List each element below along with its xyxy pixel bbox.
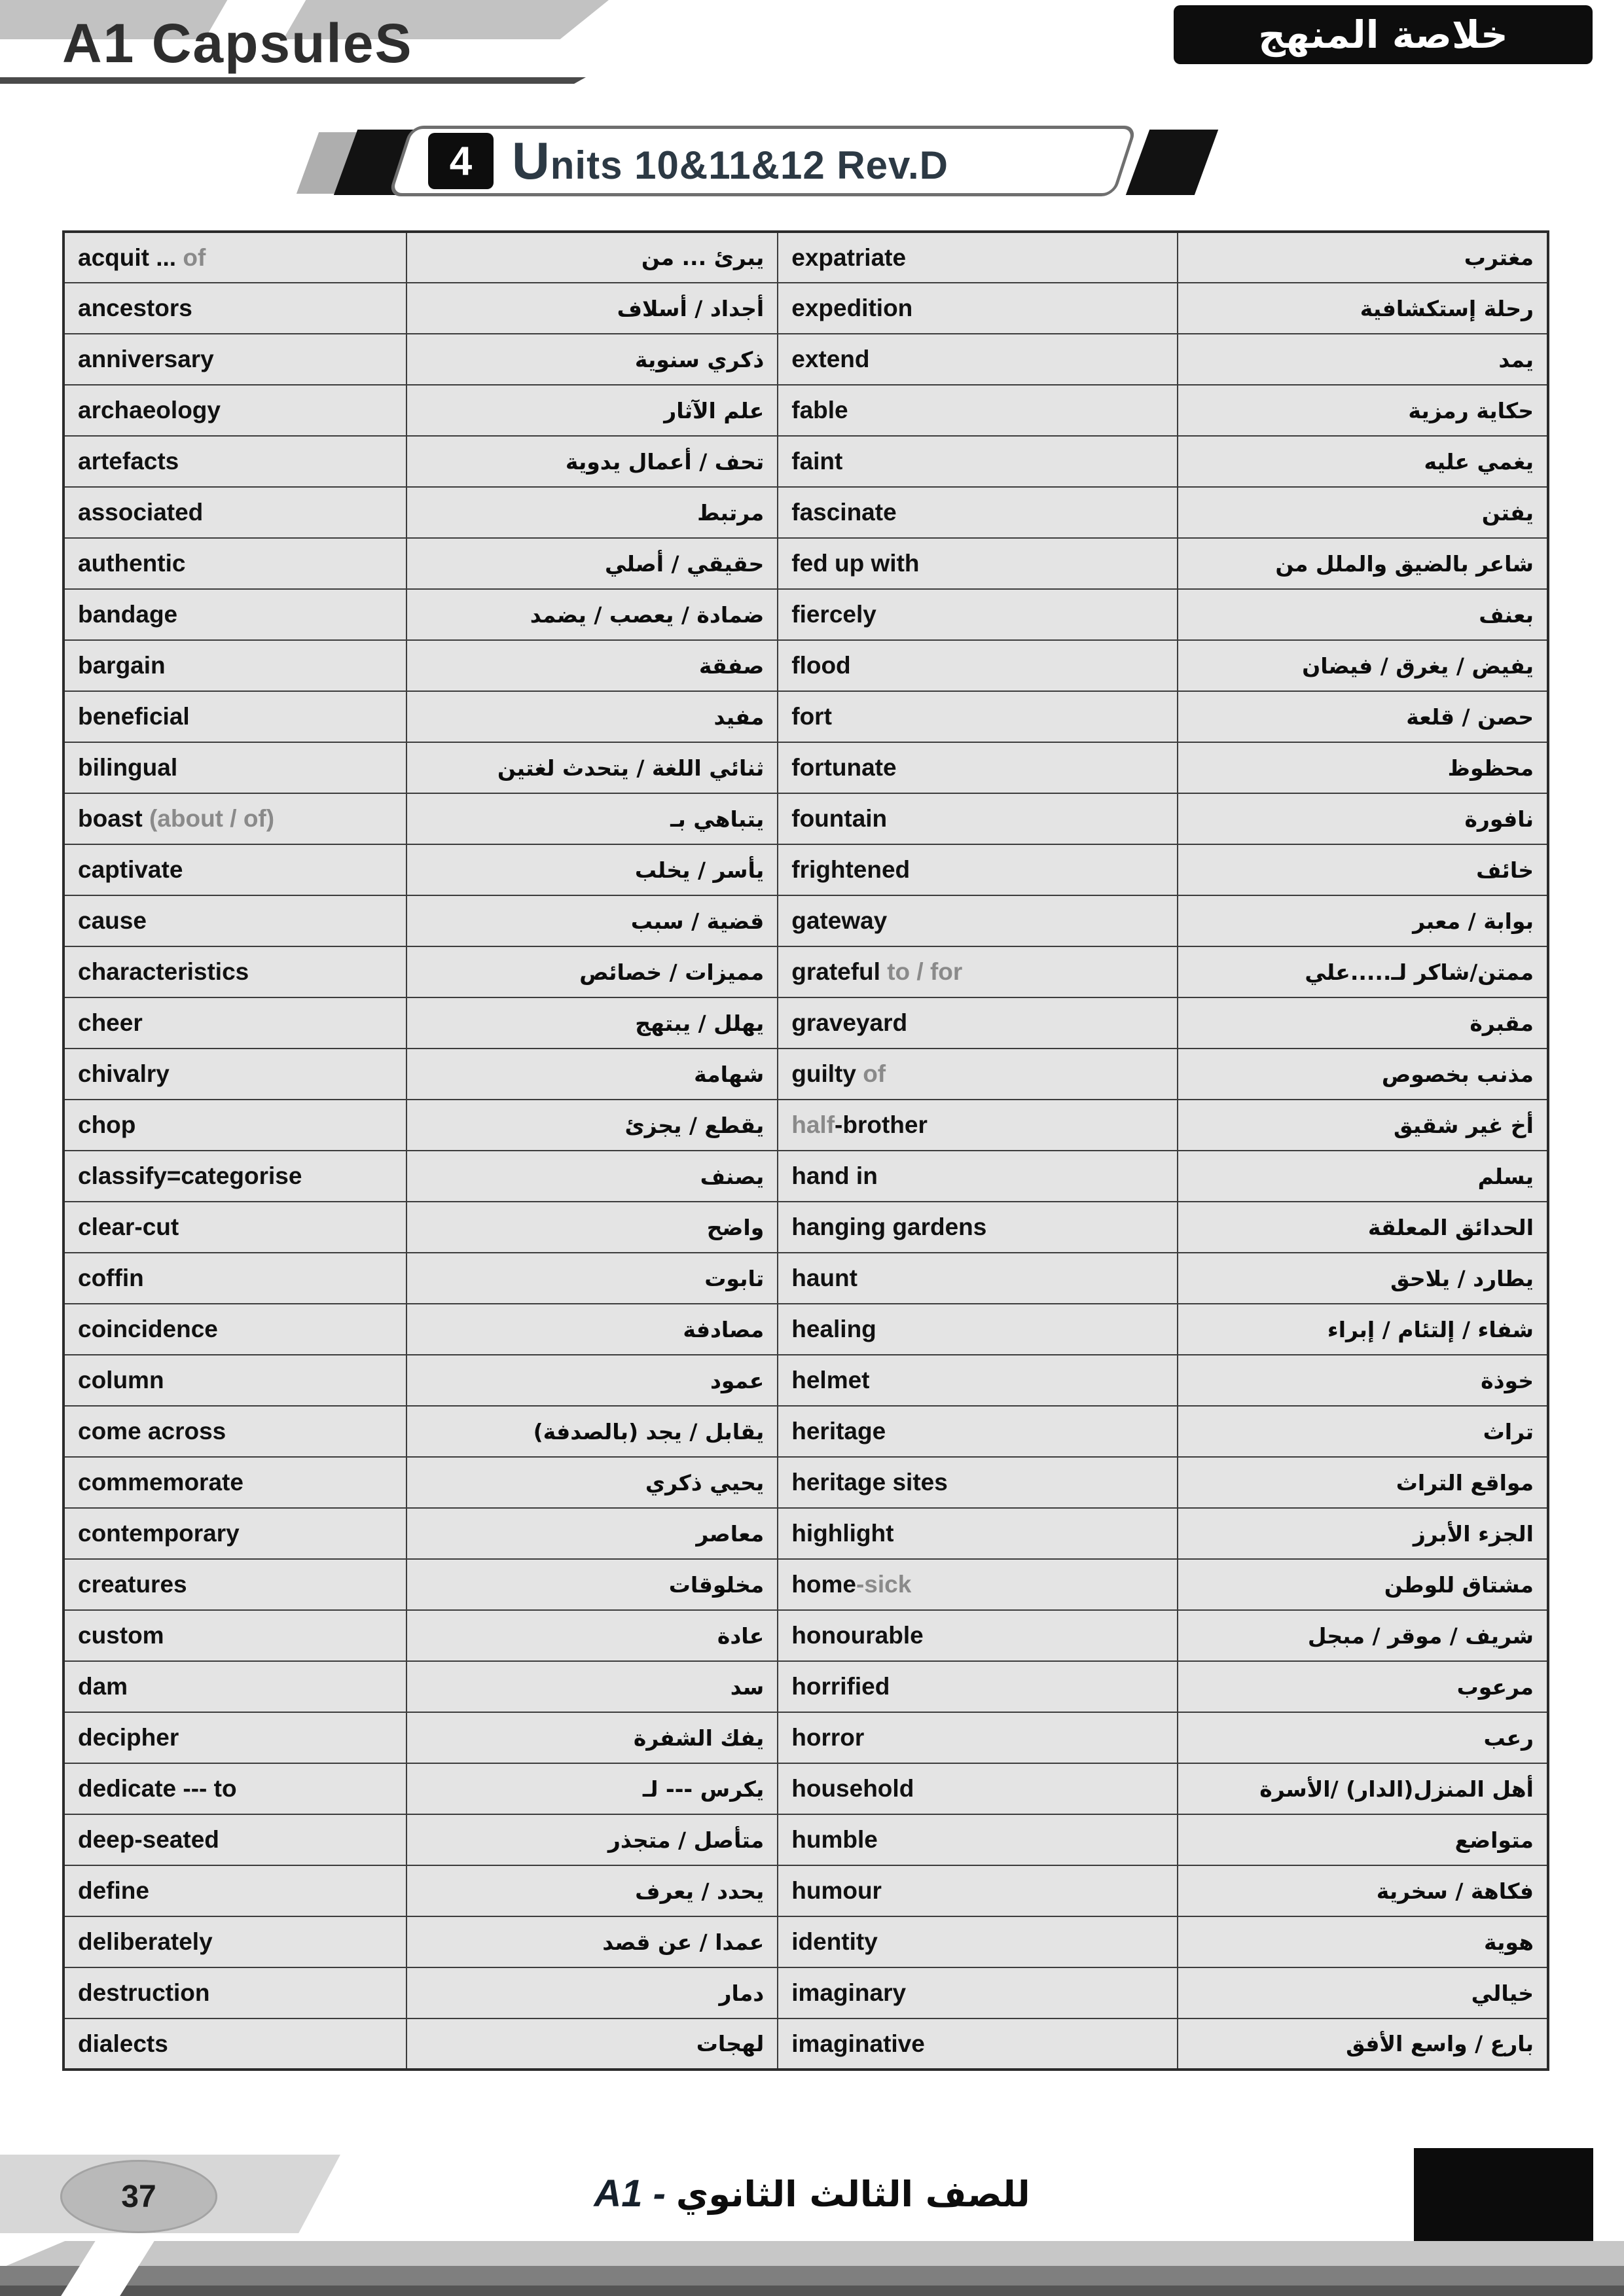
table-row: [63, 436, 1548, 487]
english-term: acquit ... of: [63, 232, 406, 283]
table-row: [63, 997, 1548, 1049]
table-row: [63, 1508, 1548, 1559]
english-term: decipher: [63, 1712, 406, 1763]
footer-light-strip: [0, 2241, 1624, 2269]
table-row: [63, 895, 1548, 946]
english-term: deliberately: [63, 1916, 406, 1967]
curriculum-summary-label: خلاصة المنهج: [1258, 12, 1508, 57]
english-term: beneficial: [63, 691, 406, 742]
arabic-translation: هوية: [1178, 1916, 1548, 1967]
english-term: contemporary: [63, 1508, 406, 1559]
arabic-translation: عمود: [406, 1355, 778, 1406]
arabic-translation: يهلل / يبتهج: [406, 997, 778, 1049]
table-row: [63, 1967, 1548, 2018]
arabic-translation: ذكري سنوية: [406, 334, 778, 385]
english-term: graveyard: [778, 997, 1178, 1049]
english-term: dialects: [63, 2018, 406, 2070]
arabic-translation: يأسر / يخلب: [406, 844, 778, 895]
table-row: [63, 1814, 1548, 1865]
table-row: [63, 1202, 1548, 1253]
table-row: [63, 640, 1548, 691]
english-term: authentic: [63, 538, 406, 589]
arabic-translation: محظوظ: [1178, 742, 1548, 793]
arabic-translation: سد: [406, 1661, 778, 1712]
table-row: [63, 538, 1548, 589]
table-row: [63, 1151, 1548, 1202]
banner-content: [406, 126, 1126, 196]
table-row: [63, 1100, 1548, 1151]
arabic-translation: علم الآثار: [406, 385, 778, 436]
english-term: flood: [778, 640, 1178, 691]
english-term: gateway: [778, 895, 1178, 946]
english-term: classify=categorise: [63, 1151, 406, 1202]
arabic-translation: يسلم: [1178, 1151, 1548, 1202]
arabic-translation: صفقة: [406, 640, 778, 691]
english-term: faint: [778, 436, 1178, 487]
arabic-translation: متأصل / متجذر: [406, 1814, 778, 1865]
table-row: [63, 1610, 1548, 1661]
table-row: [63, 691, 1548, 742]
english-term: creatures: [63, 1559, 406, 1610]
arabic-translation: تحف / أعمال يدوية: [406, 436, 778, 487]
english-term: hanging gardens: [778, 1202, 1178, 1253]
english-term: cause: [63, 895, 406, 946]
english-term: horror: [778, 1712, 1178, 1763]
arabic-translation: يمد: [1178, 334, 1548, 385]
english-term: humble: [778, 1814, 1178, 1865]
vocab-table-wrap: [62, 230, 1549, 2071]
english-term: column: [63, 1355, 406, 1406]
table-row: [63, 1355, 1548, 1406]
table-row: [63, 946, 1548, 997]
english-term: identity: [778, 1916, 1178, 1967]
english-term: expedition: [778, 283, 1178, 334]
english-term: archaeology: [63, 385, 406, 436]
footer-caption: [0, 2172, 1624, 2215]
arabic-translation: مقبرة: [1178, 997, 1548, 1049]
english-term: dedicate --- to: [63, 1763, 406, 1814]
english-term: bilingual: [63, 742, 406, 793]
arabic-translation: عمدا / عن قصد: [406, 1916, 778, 1967]
english-term: hand in: [778, 1151, 1178, 1202]
arabic-translation: الجزء الأبرز: [1178, 1508, 1548, 1559]
page-number: 37: [121, 2179, 156, 2214]
arabic-translation: تراث: [1178, 1406, 1548, 1457]
arabic-translation: مرعوب: [1178, 1661, 1548, 1712]
arabic-translation: أجداد / أسلاف: [406, 283, 778, 334]
table-row: [63, 487, 1548, 538]
table-row: [63, 844, 1548, 895]
table-row: [63, 283, 1548, 334]
english-term: custom: [63, 1610, 406, 1661]
table-row: [63, 793, 1548, 844]
table-row: [63, 1559, 1548, 1610]
table-row: [63, 2018, 1548, 2070]
english-term: fountain: [778, 793, 1178, 844]
english-term: fortunate: [778, 742, 1178, 793]
logo-underline: [0, 77, 586, 84]
arabic-translation: يصنف: [406, 1151, 778, 1202]
table-row: [63, 589, 1548, 640]
arabic-translation: خوذة: [1178, 1355, 1548, 1406]
english-term: heritage sites: [778, 1457, 1178, 1508]
arabic-translation: دمار: [406, 1967, 778, 2018]
table-row: [63, 1916, 1548, 1967]
english-term: fascinate: [778, 487, 1178, 538]
english-term: frightened: [778, 844, 1178, 895]
arabic-translation: يفك الشفرة: [406, 1712, 778, 1763]
arabic-translation: قضية / سبب: [406, 895, 778, 946]
unit-number-badge: 4: [428, 133, 494, 189]
arabic-translation: مصادفة: [406, 1304, 778, 1355]
arabic-translation: شريف / موقر / مبجل: [1178, 1610, 1548, 1661]
arabic-translation: يتباهي بـ: [406, 793, 778, 844]
table-row: [63, 1304, 1548, 1355]
arabic-translation: يقابل / يجد (بالصدفة): [406, 1406, 778, 1457]
arabic-translation: تابوت: [406, 1253, 778, 1304]
arabic-translation: حصن / قلعة: [1178, 691, 1548, 742]
arabic-translation: الحدائق المعلقة: [1178, 1202, 1548, 1253]
table-row: [63, 1661, 1548, 1712]
arabic-translation: يفتن: [1178, 487, 1548, 538]
table-row: [63, 1865, 1548, 1916]
english-term: captivate: [63, 844, 406, 895]
footer-series-label: A1 -: [594, 2172, 666, 2215]
arabic-translation: يطارد / يلاحق: [1178, 1253, 1548, 1304]
table-row: [63, 1049, 1548, 1100]
english-term: boast (about / of): [63, 793, 406, 844]
english-term: coincidence: [63, 1304, 406, 1355]
arabic-translation: أهل المنزل(الدار) /الأسرة: [1178, 1763, 1548, 1814]
page-title: [512, 131, 948, 191]
english-term: dam: [63, 1661, 406, 1712]
arabic-translation: مغترب: [1178, 232, 1548, 283]
arabic-translation: ممتن/شاكر لـ.....علي: [1178, 946, 1548, 997]
english-term: clear-cut: [63, 1202, 406, 1253]
arabic-translation: عادة: [406, 1610, 778, 1661]
footer-darker-strip: [0, 2286, 1624, 2296]
arabic-translation: يحدد / يعرف: [406, 1865, 778, 1916]
table-row: [63, 1763, 1548, 1814]
english-term: guilty of: [778, 1049, 1178, 1100]
english-term: destruction: [63, 1967, 406, 2018]
english-term: household: [778, 1763, 1178, 1814]
table-row: [63, 1253, 1548, 1304]
page-title-rest: nits 10&11&12 Rev.D: [550, 143, 948, 187]
banner-dark-slash-right: [1126, 130, 1218, 195]
page-title-lead: U: [512, 132, 550, 190]
arabic-translation: شهامة: [406, 1049, 778, 1100]
arabic-translation: يكرس --- لـ: [406, 1763, 778, 1814]
footer-black-block: [1414, 2148, 1593, 2241]
english-term: come across: [63, 1406, 406, 1457]
arabic-translation: خيالي: [1178, 1967, 1548, 2018]
arabic-translation: يحيي ذكري: [406, 1457, 778, 1508]
arabic-translation: معاصر: [406, 1508, 778, 1559]
english-term: imaginative: [778, 2018, 1178, 2070]
arabic-translation: مواقع التراث: [1178, 1457, 1548, 1508]
arabic-translation: شفاء / إلتئام / إبراء: [1178, 1304, 1548, 1355]
arabic-translation: حقيقي / أصلي: [406, 538, 778, 589]
arabic-translation: مذنب بخصوص: [1178, 1049, 1548, 1100]
english-term: define: [63, 1865, 406, 1916]
english-term: heritage: [778, 1406, 1178, 1457]
arabic-translation: حكاية رمزية: [1178, 385, 1548, 436]
english-term: haunt: [778, 1253, 1178, 1304]
arabic-translation: أخ غير شقيق: [1178, 1100, 1548, 1151]
table-row: [63, 232, 1548, 283]
table-row: [63, 742, 1548, 793]
english-term: highlight: [778, 1508, 1178, 1559]
arabic-translation: رحلة إستكشافية: [1178, 283, 1548, 334]
arabic-translation: مفيد: [406, 691, 778, 742]
english-term: healing: [778, 1304, 1178, 1355]
table-row: [63, 334, 1548, 385]
title-banner: [308, 126, 1198, 199]
english-term: bargain: [63, 640, 406, 691]
arabic-translation: يفيض / يغرق / فيضان: [1178, 640, 1548, 691]
table-row: [63, 385, 1548, 436]
table-row: [63, 1712, 1548, 1763]
english-term: imaginary: [778, 1967, 1178, 2018]
english-term: expatriate: [778, 232, 1178, 283]
arabic-translation: شاعر بالضيق والملل من: [1178, 538, 1548, 589]
english-term: characteristics: [63, 946, 406, 997]
english-term: horrified: [778, 1661, 1178, 1712]
arabic-translation: بعنف: [1178, 589, 1548, 640]
vocab-table: [62, 230, 1549, 2071]
table-row: [63, 1406, 1548, 1457]
english-term: commemorate: [63, 1457, 406, 1508]
english-term: cheer: [63, 997, 406, 1049]
english-term: fort: [778, 691, 1178, 742]
arabic-translation: مشتاق للوطن: [1178, 1559, 1548, 1610]
curriculum-summary-badge: [1174, 5, 1593, 64]
arabic-translation: نافورة: [1178, 793, 1548, 844]
arabic-translation: يبرئ ... من: [406, 232, 778, 283]
english-term: humour: [778, 1865, 1178, 1916]
english-term: chop: [63, 1100, 406, 1151]
arabic-translation: لهجات: [406, 2018, 778, 2070]
brand-logo: A1 CapsuleS: [62, 12, 413, 74]
arabic-translation: رعب: [1178, 1712, 1548, 1763]
table-row: [63, 1457, 1548, 1508]
english-term: associated: [63, 487, 406, 538]
arabic-translation: ثنائي اللغة / يتحدث لغتين: [406, 742, 778, 793]
english-term: deep-seated: [63, 1814, 406, 1865]
arabic-translation: مميزات / خصائص: [406, 946, 778, 997]
english-term: bandage: [63, 589, 406, 640]
english-term: fed up with: [778, 538, 1178, 589]
arabic-translation: بوابة / معبر: [1178, 895, 1548, 946]
english-term: fiercely: [778, 589, 1178, 640]
arabic-translation: بارع / واسع الأفق: [1178, 2018, 1548, 2070]
english-term: fable: [778, 385, 1178, 436]
english-term: helmet: [778, 1355, 1178, 1406]
english-term: home-sick: [778, 1559, 1178, 1610]
english-term: honourable: [778, 1610, 1178, 1661]
english-term: anniversary: [63, 334, 406, 385]
arabic-translation: فكاهة / سخرية: [1178, 1865, 1548, 1916]
english-term: chivalry: [63, 1049, 406, 1100]
arabic-translation: واضح: [406, 1202, 778, 1253]
arabic-translation: يقطع / يجزئ: [406, 1100, 778, 1151]
english-term: grateful to / for: [778, 946, 1178, 997]
arabic-translation: خائف: [1178, 844, 1548, 895]
english-term: half-brother: [778, 1100, 1178, 1151]
english-term: extend: [778, 334, 1178, 385]
vocab-table-body: [63, 232, 1548, 2070]
arabic-translation: مرتبط: [406, 487, 778, 538]
arabic-translation: متواضع: [1178, 1814, 1548, 1865]
arabic-translation: يغمي عليه: [1178, 436, 1548, 487]
english-term: artefacts: [63, 436, 406, 487]
footer-grade-label: للصف الثالث الثانوي: [676, 2174, 1030, 2215]
english-term: coffin: [63, 1253, 406, 1304]
english-term: ancestors: [63, 283, 406, 334]
arabic-translation: مخلوقات: [406, 1559, 778, 1610]
arabic-translation: ضمادة / يعصب / يضمد: [406, 589, 778, 640]
